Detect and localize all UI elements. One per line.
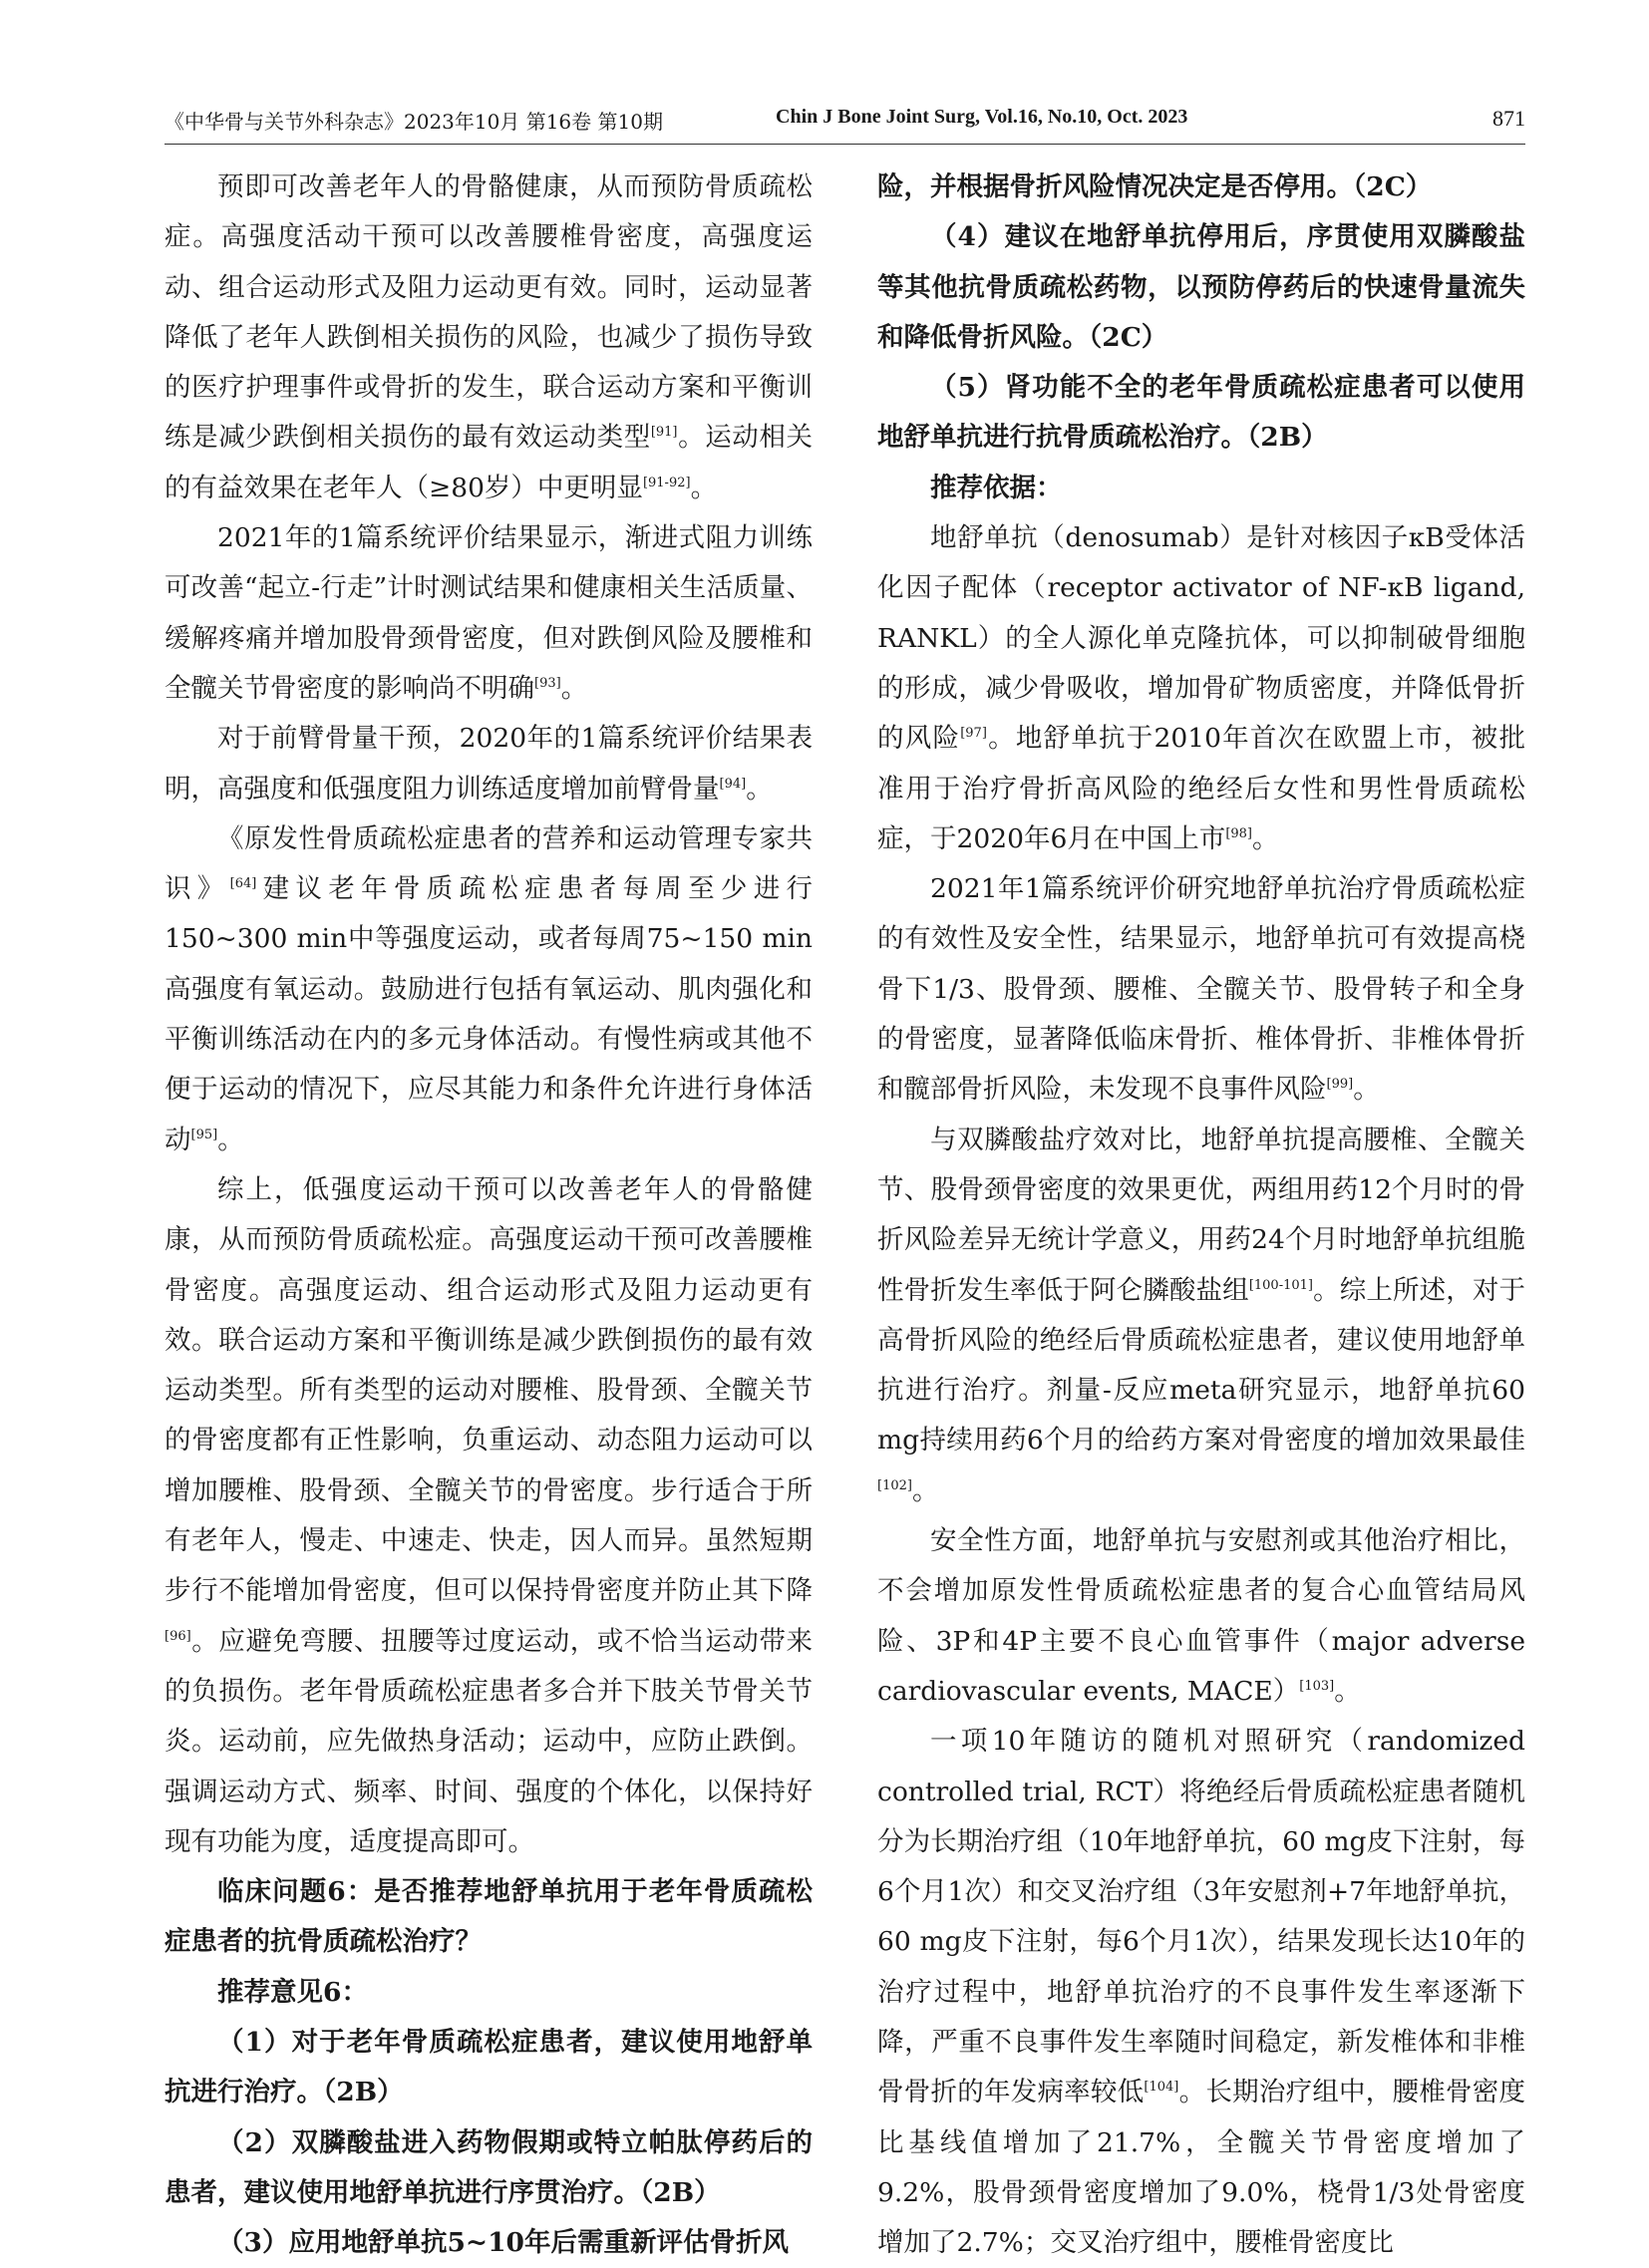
- paragraph-text: 对于前臂骨量干预，2020年的1篇系统评价结果表明，高强度和低强度阻力训练适度增加前臂骨量: [165, 723, 813, 805]
- right-paragraph: [877, 1116, 1525, 1516]
- paragraph-text: 。: [560, 672, 588, 704]
- citation-ref: [104]: [1144, 2080, 1179, 2096]
- left-paragraph: [165, 2018, 813, 2118]
- left-paragraph: [165, 2118, 813, 2219]
- paragraph-text: 。: [911, 1474, 939, 1506]
- paragraph-text: 。: [217, 1124, 244, 1155]
- paragraph-text: 。: [1353, 1074, 1380, 1106]
- citation-ref: [100-101]: [1248, 1277, 1313, 1293]
- paragraph-text: （1）对于老年骨质疏松症患者，建议使用地舒单抗进行治疗。（2B）: [165, 2026, 813, 2108]
- left-paragraph: [165, 162, 813, 513]
- paragraph-text: 。长期治疗组中，腰椎骨密度比基线值增加了21.7%，全髋关节骨密度增加了9.2%，股骨颈骨密度增加了9.0%，桡骨1/3处骨密度增加了2.7%；交叉治疗组中，腰椎骨密度比: [877, 2077, 1526, 2259]
- paragraph-text: 。: [746, 773, 773, 805]
- paragraph-text: 。地舒单抗于2010年首次在欧盟上市，被批准用于治疗骨折高风险的绝经后女性和男性骨质疏松症，于2020年6月在中国上市: [877, 723, 1525, 854]
- citation-ref: [95]: [190, 1127, 218, 1142]
- citation-ref: [96]: [165, 1628, 191, 1644]
- right-paragraph: [877, 162, 1525, 212]
- paragraph-text: （5）肾功能不全的老年骨质疏松症患者可以使用地舒单抗进行抗骨质疏松治疗。（2B）: [877, 372, 1525, 454]
- paragraph-text: 《原发性骨质疏松症患者的营养和运动管理专家共识》: [165, 822, 813, 905]
- left-paragraph: [165, 814, 813, 1165]
- left-paragraph: [165, 1867, 813, 1968]
- paragraph-text: 2021年1篇系统评价研究地舒单抗治疗骨质疏松症的有效性及安全性，结果显示，地舒单抗可有效提高桡骨下1/3、股骨颈、腰椎、全髋关节、股骨转子和全身的骨密度，显著降低临床骨折、椎体骨折、非椎体骨折和髋部骨折风险，未发现不良事件风险: [877, 873, 1525, 1106]
- paragraph-text: （4）建议在地舒单抗停用后，序贯使用双膦酸盐等其他抗骨质疏松药物，以预防停药后的快速骨量流失和降低骨折风险。（2C）: [877, 221, 1525, 353]
- paragraph-text: 。: [690, 472, 718, 503]
- citation-ref: [93]: [534, 676, 561, 692]
- paragraph-text: 。运动相关的有益效果在老年人（≥80岁）中更明显: [165, 422, 814, 503]
- right-column: [877, 162, 1525, 2268]
- left-paragraph: [165, 1165, 813, 1867]
- citation-ref: [103]: [1299, 1679, 1335, 1695]
- left-paragraph: [165, 2218, 813, 2268]
- citation-ref: [91-92]: [642, 475, 691, 490]
- paragraph-text: 。: [1252, 822, 1279, 854]
- citation-ref: [99]: [1326, 1077, 1354, 1093]
- paragraph-text: 与双膦酸盐疗效对比，地舒单抗提高腰椎、全髋关节、股骨颈骨密度的效果更优，两组用药12个月时的骨折风险差异无统计学意义，用药24个月时地舒单抗组脆性骨折发生率低于阿仑膦酸盐组: [877, 1124, 1525, 1306]
- paragraph-text: 综上，低强度运动干预可以改善老年人的骨骼健康，从而预防骨质疏松症。高强度运动干预可改善腰椎骨密度。高强度运动、组合运动形式及阻力运动更有效。联合运动方案和平衡训练是减少跌倒损伤的最有效运动类型。所有类型的运动对腰椎、股骨颈、全髋关节的骨密度都有正性影响，负重运动、动态阻力运动可以增加腰椎、股骨颈、全髋关节的骨密度。步行适合于所有老年人，慢走、中速走、快走，因人而异。虽然短期步行不能增加骨密度，但可以保持骨密度并防止其下降: [165, 1173, 813, 1607]
- citation-ref: [91]: [650, 425, 678, 441]
- journal-title-cn: 《中华骨与关节外科杂志》2023年10月 第16卷 第10期: [165, 110, 663, 134]
- paragraph-text: 预即可改善老年人的骨骼健康，从而预防骨质疏松症。高强度活动干预可以改善腰椎骨密度，高强度运动、组合运动形式及阻力运动更有效。同时，运动显著降低了老年人跌倒相关损伤的风险，也减少了损伤导致的医疗护理事件或骨折的发生，联合运动方案和平衡训练是减少跌倒相关损伤的最有效运动类型: [165, 171, 813, 454]
- left-paragraph: [165, 1968, 813, 2018]
- paragraph-text: 建议老年骨质疏松症患者每周至少进行150~300 min中等强度运动，或者每周75~150 min高强度有氧运动。鼓励进行包括有氧运动、肌肉强化和平衡训练活动在内的多元身体活动。有慢性病或其他不便于运动的情况下，应尽其能力和条件允许进行身体活动: [165, 873, 814, 1155]
- left-column: [165, 162, 813, 2268]
- page-number: 871: [1492, 106, 1525, 131]
- header-rule: [165, 144, 1525, 145]
- right-paragraph: [877, 363, 1525, 464]
- paragraph-text: 地舒单抗（denosumab）是针对核因子κB受体活化因子配体（receptor activator of NF-κB ligand, RANKL）的全人源化单克隆抗体，可以抑制破骨细胞的形成，减少骨吸收，增加骨矿物质密度，并降低骨折的风险: [877, 522, 1525, 755]
- right-paragraph: [877, 212, 1525, 363]
- paragraph-text: 一项10年随访的随机对照研究（randomized controlled trial, RCT）将绝经后骨质疏松症患者随机分为长期治疗组（10年地舒单抗，60 mg皮下注射，每6个月1次）和交叉治疗组（3年安慰剂+7年地舒单抗，60 mg皮下注射，每6个月1次），结果发现长达10年的治疗过程中，地舒单抗治疗的不良事件发生率逐渐下降，严重不良事件发生率随时间稳定，新发椎体和非椎骨骨折的年发病率较低: [877, 1726, 1525, 2108]
- right-paragraph: [877, 464, 1525, 513]
- paragraph-text: （2）双膦酸盐进入药物假期或特立帕肽停药后的患者，建议使用地舒单抗进行序贯治疗。（2B）: [165, 2126, 813, 2208]
- paragraph-text: 。应避免弯腰、扭腰等过度运动，或不恰当运动带来的负损伤。老年骨质疏松症患者多合并下肢关节骨关节炎。运动前，应先做热身活动；运动中，应防止跌倒。强调运动方式、频率、时间、强度的个体化，以保持好现有功能为度，适度提高即可。: [165, 1625, 813, 1857]
- page-header: [165, 98, 1525, 148]
- citation-ref: [102]: [877, 1477, 912, 1493]
- paragraph-text: 2021年的1篇系统评价结果显示，渐进式阻力训练可改善“起立-行走”计时测试结果和健康相关生活质量、缓解疼痛并增加股骨颈骨密度，但对跌倒风险及腰椎和全髋关节骨密度的影响尚不明确: [165, 522, 813, 704]
- right-paragraph: [877, 1516, 1525, 1717]
- paragraph-text: 安全性方面，地舒单抗与安慰剂或其他治疗相比，不会增加原发性骨质疏松症患者的复合心血管结局风险、3P和4P主要不良心血管事件（major adverse cardiovascular events, MACE）: [877, 1525, 1525, 1707]
- citation-ref: [97]: [960, 726, 987, 742]
- journal-title-en: Chin J Bone Joint Surg, Vol.16, No.10, Oct. 2023: [776, 106, 1188, 128]
- left-paragraph: [165, 714, 813, 814]
- citation-ref: [94]: [719, 776, 747, 792]
- paragraph-text: 。综上所述，对于高骨折风险的绝经后骨质疏松症患者，建议使用地舒单抗进行治疗。剂量-反应meta研究显示，地舒单抗60 mg持续用药6个月的给药方案对骨密度的增加效果最佳: [877, 1274, 1526, 1457]
- paragraph-text: 临床问题6：是否推荐地舒单抗用于老年骨质疏松症患者的抗骨质疏松治疗？: [165, 1876, 813, 1958]
- right-paragraph: [877, 1717, 1525, 2268]
- paragraph-text: （3）应用地舒单抗5~10年后需重新评估骨折风: [217, 2227, 789, 2259]
- citation-ref: [64]: [229, 876, 257, 892]
- paragraph-text: 推荐意见6：: [217, 1976, 368, 2008]
- paragraph-text: 。: [1334, 1675, 1361, 1707]
- right-paragraph: [877, 864, 1525, 1115]
- paragraph-text: 险，并根据骨折风险情况决定是否停用。（2C）: [877, 171, 1433, 202]
- right-paragraph: [877, 513, 1525, 864]
- paragraph-text: 推荐依据：: [930, 472, 1063, 503]
- citation-ref: [98]: [1225, 826, 1252, 842]
- left-paragraph: [165, 513, 813, 714]
